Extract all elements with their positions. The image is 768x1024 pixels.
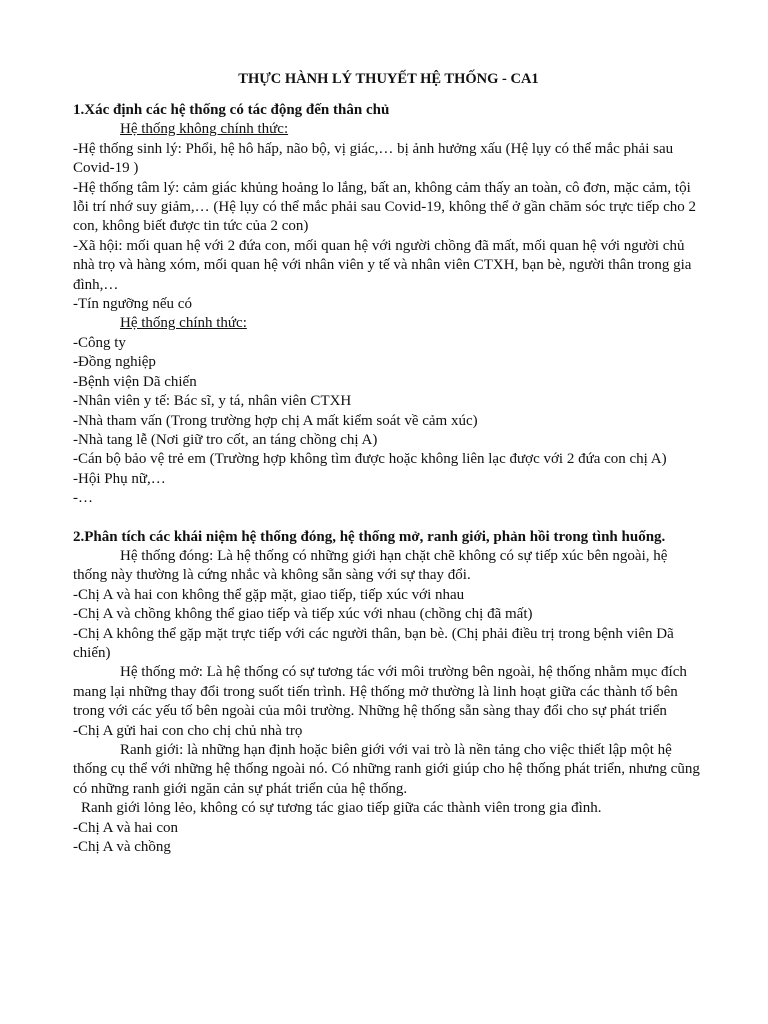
formal-item: -Cán bộ bảo vệ trẻ em (Trường hợp không tìm được hoặc không liên lạc được với 2 đứa con chị A) (73, 451, 667, 468)
closed-system-item: -Chị A và chồng không thể giao tiếp và tiếp xúc với nhau (chồng chị đã mất) (73, 606, 533, 623)
informal-item: -Hệ thống sinh lý: Phổi, hệ hô hấp, não bộ, vị giác,… bị ảnh hưởng xấu (Hệ lụy có thể mắc phải sau Covid-19 ) (73, 140, 674, 177)
boundary-item: -Chị A và hai con (73, 819, 178, 836)
formal-item: -Nhà tham vấn (Trong trường hợp chị A mất kiểm soát về cảm xúc) (73, 412, 478, 429)
informal-item: -Xã hội: mối quan hệ với 2 đứa con, mối quan hệ với người chồng đã mất, mối quan hệ với người chủ nhà trọ và hàng xóm, mối quan hệ với nhân viên y tế và nhân viên CTXH, bạn bè, người thân trong gia đình,… (73, 237, 692, 293)
formal-systems-label: Hệ thống chính thức: (120, 315, 247, 332)
closed-system-definition: Hệ thống đóng: Là hệ thống có những giới hạn chặt chẽ không có sự tiếp xúc bên ngoài, hệ thống này thường là cứng nhắc và không sẵn sàng với sự thay đổi. (73, 547, 668, 584)
informal-systems-label: Hệ thống không chính thức: (120, 121, 289, 138)
section-spacer (73, 509, 704, 528)
formal-item: -Nhân viên y tế: Bác sĩ, y tá, nhân viên CTXH (73, 393, 352, 410)
formal-item: -Nhà tang lễ (Nơi giữ tro cốt, an táng chồng chị A) (73, 431, 378, 448)
boundary-item: -Chị A và chồng (73, 839, 171, 856)
formal-item: -Hội Phụ nữ,… (73, 470, 166, 487)
document-title: THỰC HÀNH LÝ THUYẾT HỆ THỐNG - CA1 (238, 71, 539, 87)
formal-item: -Đồng nghiệp (73, 354, 156, 371)
section-2-heading: 2.Phân tích các khái niệm hệ thống đóng, hệ thống mở, ranh giới, phản hồi trong tình huống. (73, 528, 666, 545)
formal-item: -Bệnh viện Dã chiến (73, 373, 197, 390)
open-system-definition: Hệ thống mở: Là hệ thống có sự tương tác với môi trường bên ngoài, hệ thống nhằm mục đích mang lại những thay đổi trong suốt tiến trình. Hệ thống mở thường là linh hoạt giữa các thành tố bên trong với các yếu tố bên ngoài của môi trường. Những hệ thống sẵn sàng thay đổi cho sự phát triển (73, 664, 687, 720)
closed-system-item: -Chị A không thể gặp mặt trực tiếp với các người thân, bạn bè. (Chị phải điều trị trong bệnh viên Dã chiến) (73, 625, 674, 661)
formal-item: -… (73, 490, 93, 507)
loose-boundary-text: Ranh giới lỏng lẻo, không có sự tương tác giao tiếp giữa các thành viên trong gia đình. (81, 800, 602, 817)
informal-item: -Hệ thống tâm lý: cảm giác khủng hoảng lo lắng, bất an, không cảm thấy an toàn, cô đơn, mặc cảm, tội lỗi trí nhớ suy giảm,… (Hệ lụy có thể mắc phải sau Covid-19, không thể ở gần chăm sóc trực tiếp cho 2 con, không biết được tin tức của 2 con) (73, 179, 697, 235)
informal-item: -Tín ngưỡng nếu có (73, 296, 192, 313)
formal-item: -Công ty (73, 334, 126, 351)
closed-system-item: -Chị A và hai con không thể gặp mặt, giao tiếp, tiếp xúc với nhau (73, 586, 465, 603)
section-1-heading: 1.Xác định các hệ thống có tác động đến thân chủ (73, 102, 390, 118)
open-system-item: -Chị A gửi hai con cho chị chủ nhà trọ (73, 722, 303, 739)
boundary-definition: Ranh giới: là những hạn định hoặc biên giới với vai trò là nền tảng cho việc thiết lập một hệ thống cụ thể với những hệ thống ngoài nó. Có những ranh giới giúp cho hệ thống phát triển, nhưng cũng có những ranh giới ngăn cản sự phát triển của hệ thống. (73, 742, 700, 797)
